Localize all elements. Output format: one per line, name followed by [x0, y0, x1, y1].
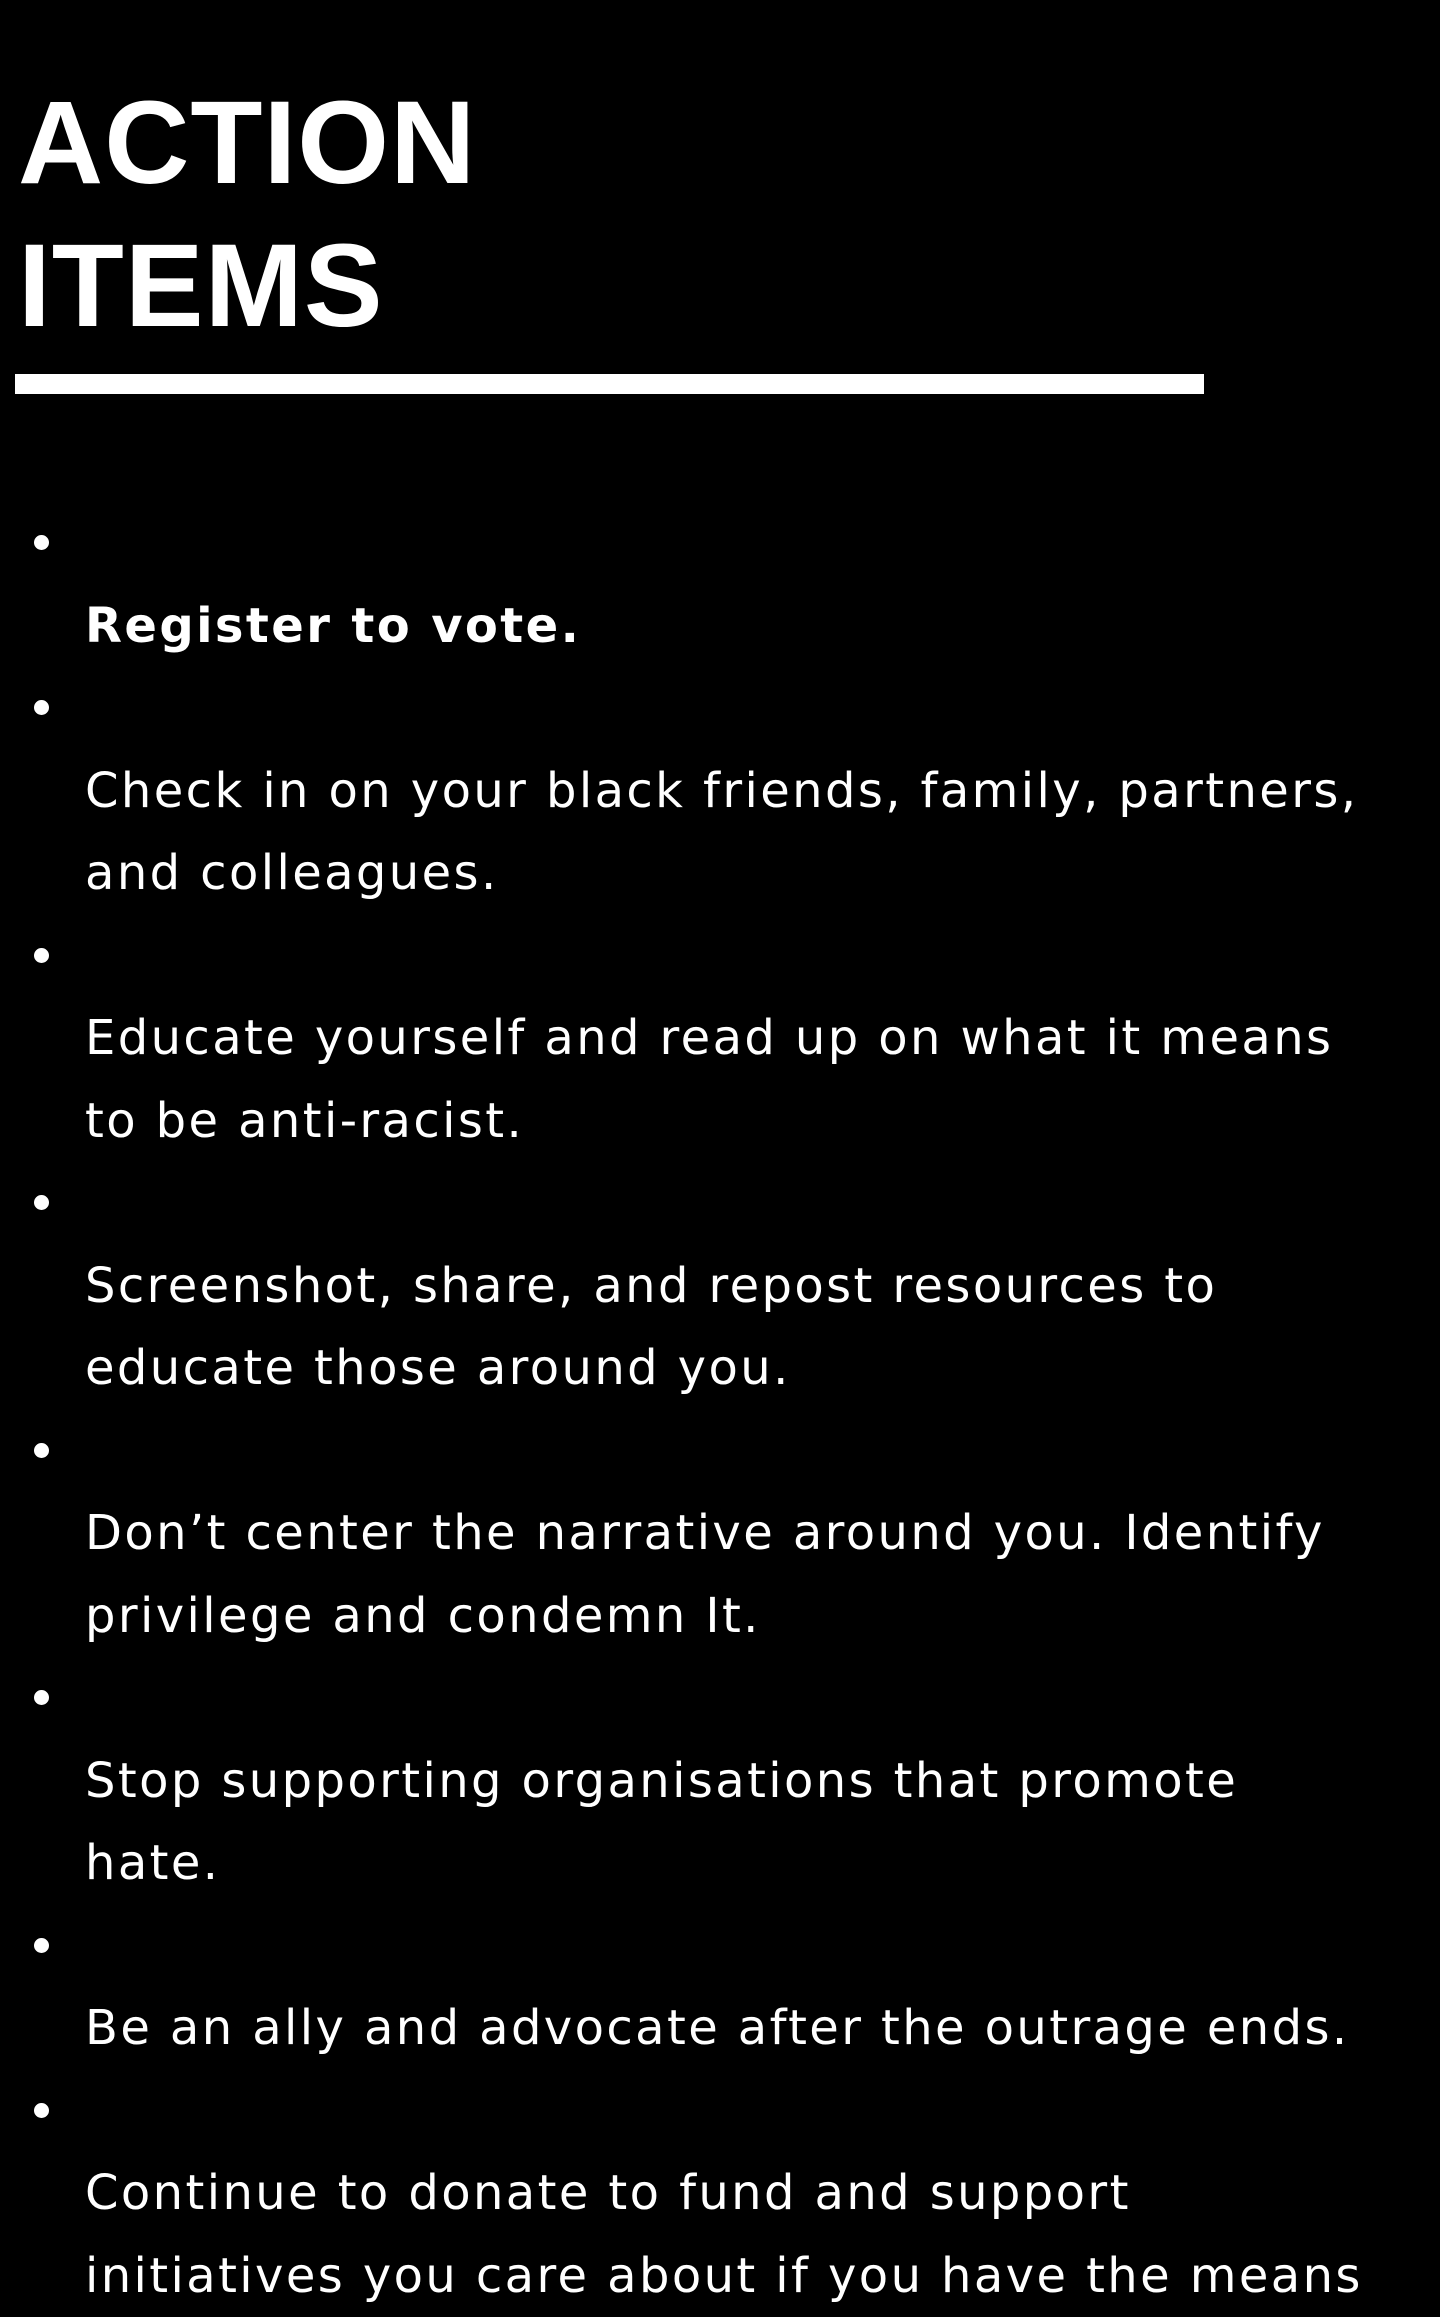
- list-item-text: Register to vote.: [85, 598, 581, 654]
- list-item: [0, 502, 1440, 667]
- title-divider: [15, 374, 1204, 394]
- page-title: [18, 72, 476, 358]
- bullet-icon: [34, 1690, 49, 1705]
- list-item: [0, 1905, 1440, 2070]
- title-line-2: ITEMS: [18, 215, 476, 358]
- action-list: [0, 502, 1440, 2317]
- list-item-text: Screenshot, share, and repost resources to educate those around you.: [85, 1258, 1217, 1397]
- list-item: [0, 1410, 1440, 1658]
- bullet-icon: [34, 700, 49, 715]
- list-item-text: Educate yourself and read up on what it means to be anti-racist.: [85, 1010, 1333, 1149]
- list-item: [0, 667, 1440, 915]
- bullet-icon: [34, 948, 49, 963]
- bullet-icon: [34, 535, 49, 550]
- list-item-text: Continue to donate to fund and support initiatives you care about if you have the means: [85, 2165, 1363, 2304]
- bullet-icon: [34, 1938, 49, 1953]
- list-item: [0, 1657, 1440, 1905]
- list-item-text: Don’t center the narrative around you. Identify privilege and condemn It.: [85, 1505, 1325, 1644]
- list-item: [0, 2070, 1440, 2317]
- bullet-icon: [34, 1195, 49, 1210]
- list-item-text: Stop supporting organisations that promote hate.: [85, 1753, 1238, 1892]
- title-line-1: ACTION: [18, 72, 476, 215]
- list-item-text: Check in on your black friends, family, partners, and colleagues.: [85, 763, 1358, 902]
- bullet-icon: [34, 1443, 49, 1458]
- list-item: [0, 915, 1440, 1163]
- bullet-icon: [34, 2103, 49, 2118]
- list-item: [0, 1162, 1440, 1410]
- list-item-text: Be an ally and advocate after the outrage ends.: [85, 2000, 1350, 2056]
